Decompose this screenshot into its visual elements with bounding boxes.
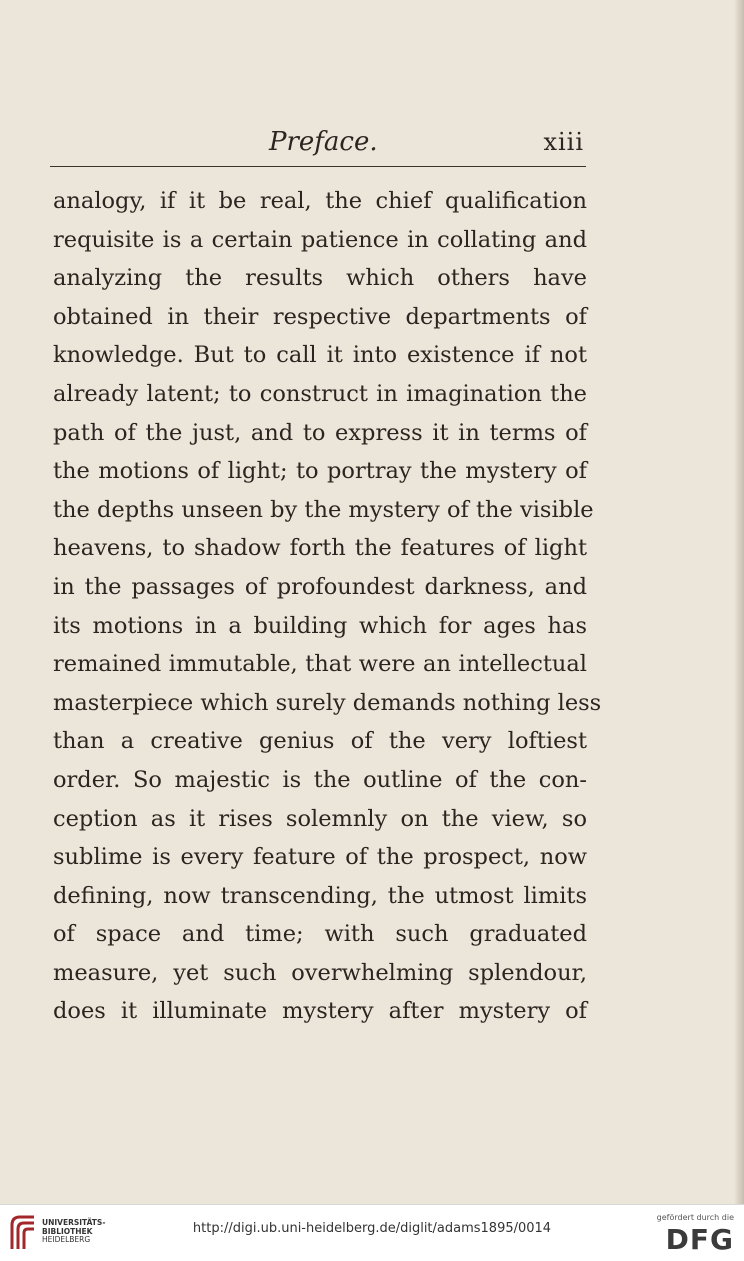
text-line: remained immutable, that were an intellectual xyxy=(53,651,587,678)
text-line: masterpiece which surely demands nothing less xyxy=(53,689,602,716)
text-line: already latent; to construct in imagination the xyxy=(53,380,587,407)
text-line: obtained in their respective departments of xyxy=(53,303,587,330)
running-title: Preface. xyxy=(269,127,378,157)
viewer-footer xyxy=(0,1204,744,1261)
text-line: than a creative genius of the very loftiest xyxy=(53,728,587,755)
text-line: path of the just, and to express it in terms of xyxy=(53,419,587,446)
page-number: xiii xyxy=(543,128,584,156)
text-line: defining, now transcending, the utmost limits xyxy=(53,882,587,909)
text-line: heavens, to shadow forth the features of light xyxy=(53,535,587,562)
text-line: requisite is a certain patience in collating and xyxy=(53,226,587,253)
page-edge-shadow xyxy=(734,0,744,1204)
funding-note: gefördert durch die xyxy=(656,1213,734,1222)
body-text xyxy=(53,182,602,1031)
text-line: analyzing the results which others have xyxy=(53,265,587,292)
text-line: ception as it rises solemnly on the view, so xyxy=(53,805,587,832)
dfg-logo: DFG xyxy=(665,1223,734,1256)
text-line: its motions in a building which for ages has xyxy=(53,612,587,639)
text-line: order. So majestic is the outline of the con- xyxy=(53,766,587,793)
text-line: the depths unseen by the mystery of the visible xyxy=(53,496,594,523)
text-line: in the passages of profoundest darkness, and xyxy=(53,573,587,600)
text-line: of space and time; with such graduated xyxy=(53,921,587,948)
text-line: sublime is every feature of the prospect, now xyxy=(53,844,587,871)
library-name-line: HEIDELBERG xyxy=(42,1235,91,1244)
permalink-url[interactable]: http://digi.ub.uni-heidelberg.de/diglit/adams1895/0014 xyxy=(192,1221,552,1236)
text-line: does it illuminate mystery after mystery of xyxy=(53,998,587,1025)
text-line: analogy, if it be real, the chief qualification xyxy=(53,188,587,214)
library-name-line: UNIVERSITÄTS- xyxy=(42,1218,106,1227)
text-line: knowledge. But to call it into existence if not xyxy=(53,342,587,369)
library-name-line: BIBLIOTHEK xyxy=(42,1226,93,1236)
text-line: measure, yet such overwhelming splendour, xyxy=(53,959,587,986)
running-header xyxy=(48,122,588,162)
text-line: the motions of light; to portray the mystery of xyxy=(53,458,587,485)
header-rule xyxy=(50,166,586,167)
